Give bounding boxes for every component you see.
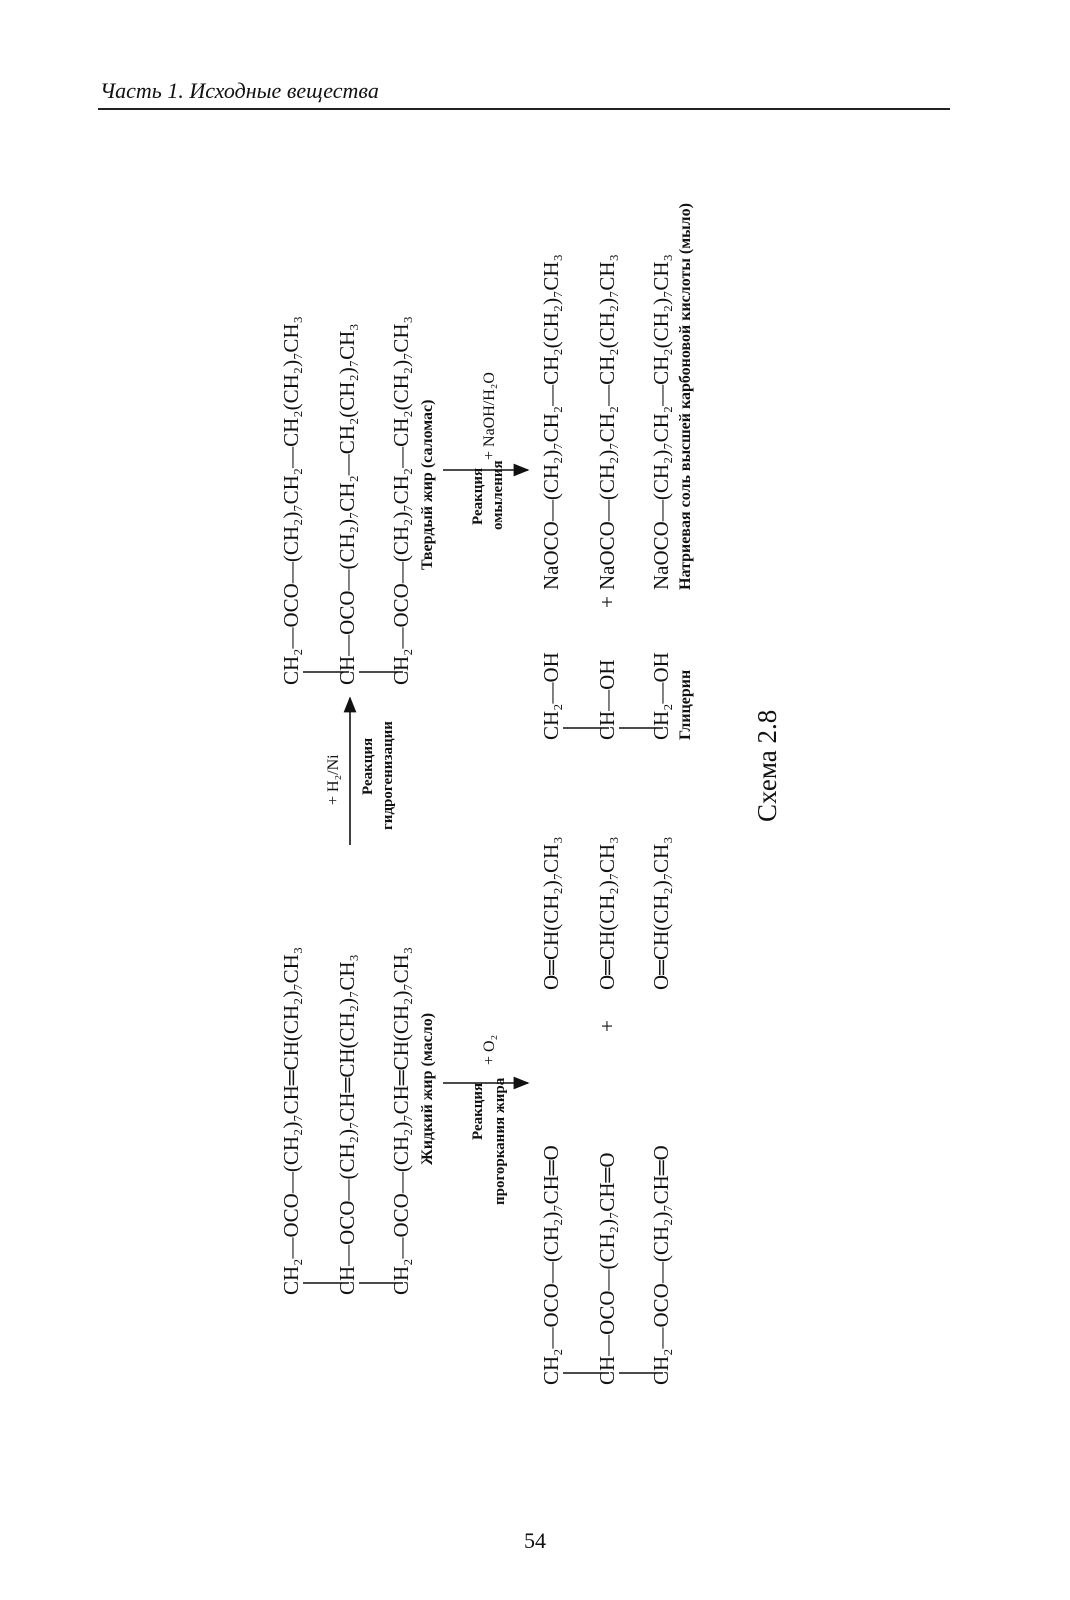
soap-row-2: NaOCO—(CH₂)₇CH₂—CH₂(CH₂)₇CH₃: [595, 254, 619, 590]
aldehyde-row-1: O═CH(CH₂)₇CH₃: [539, 836, 563, 990]
rancid-product-row-2: CH—OCO—(CH₂)₇CH═O: [595, 1152, 619, 1385]
solid-fat-row-1: CH₂—OCO—(CH₂)₇CH₂—CH₂(CH₂)₇CH₃: [279, 316, 303, 685]
rancid-products-group: [539, 836, 673, 1385]
glycerol-label: Глицерин: [677, 669, 694, 740]
liquid-fat-row-2: CH—OCO—(CH₂)₇CH═CH(CH₂)₇CH₃: [335, 954, 359, 1295]
solid-fat-label: Твердый жир (саломас): [419, 399, 436, 570]
saponification-label-line-2: омыления: [490, 460, 506, 530]
saponification-label-line-1: Реакция: [470, 467, 486, 525]
liquid-fat-row-1: CH₂—OCO—(CH₂)₇CH═CH(CH₂)₇CH₃: [279, 946, 303, 1295]
liquid-fat-label: Жидкий жир (масло): [419, 1012, 436, 1165]
aldehyde-row-3: O═CH(CH₂)₇CH₃: [649, 836, 673, 990]
soap-row-3: NaOCO—(CH₂)₇CH₂—CH₂(CH₂)₇CH₃: [649, 254, 673, 590]
running-header: Часть 1. Исходные вещества: [100, 78, 379, 103]
hydrogenation-arrow-group: [325, 698, 396, 845]
saponification-reagent: + NaOH/H₂O: [481, 372, 498, 460]
glycerol-row-1: CH₂—OH: [539, 652, 563, 740]
hydrogenation-label-line-2: гидрогенизации: [380, 721, 396, 830]
saponification-plus-sign: +: [595, 596, 619, 608]
solid-fat-row-2: CH—OCO—(CH₂)₇CH₂—CH₂(CH₂)₇CH₃: [335, 323, 359, 685]
rancidity-reagent: + O₂: [481, 1034, 498, 1065]
rancidity-label-line-1: Реакция: [470, 1082, 486, 1140]
page-number: 54: [524, 1528, 546, 1553]
hydrogenation-label-line-1: Реакция: [360, 737, 376, 795]
saponification-arrow-group: [443, 372, 528, 530]
soap-label: Натриевая соль высшей карбоновой кислоты (мыло): [677, 203, 694, 590]
scheme-caption: Схема 2.8: [752, 709, 782, 822]
saponification-products-group: [539, 203, 694, 740]
liquid-fat-group: [279, 947, 436, 1295]
rancidity-label-line-2: прогоркания жира: [492, 1077, 508, 1205]
solid-fat-row-3: CH₂—OCO—(CH₂)₇CH₂—CH₂(CH₂)₇CH₃: [389, 316, 413, 685]
glycerol-row-3: CH₂—OH: [649, 652, 673, 740]
glycerol-row-2: CH—OH: [595, 659, 619, 740]
hydrogenation-reagent: + H₂/Ni: [325, 754, 342, 805]
rancid-product-row-3: CH₂—OCO—(CH₂)₇CH═O: [649, 1145, 673, 1385]
aldehyde-row-2: O═CH(CH₂)₇CH₃: [595, 836, 619, 990]
rancidity-arrow-group: [443, 1035, 528, 1205]
liquid-fat-row-3: CH₂—OCO—(CH₂)₇CH═CH(CH₂)₇CH₃: [389, 946, 413, 1295]
rancid-product-row-1: CH₂—OCO—(CH₂)₇CH═O: [539, 1145, 563, 1385]
solid-fat-group: [279, 316, 436, 685]
soap-row-1: NaOCO—(CH₂)₇CH₂—CH₂(CH₂)₇CH₃: [539, 254, 563, 590]
rancid-plus-sign: +: [595, 1020, 619, 1032]
